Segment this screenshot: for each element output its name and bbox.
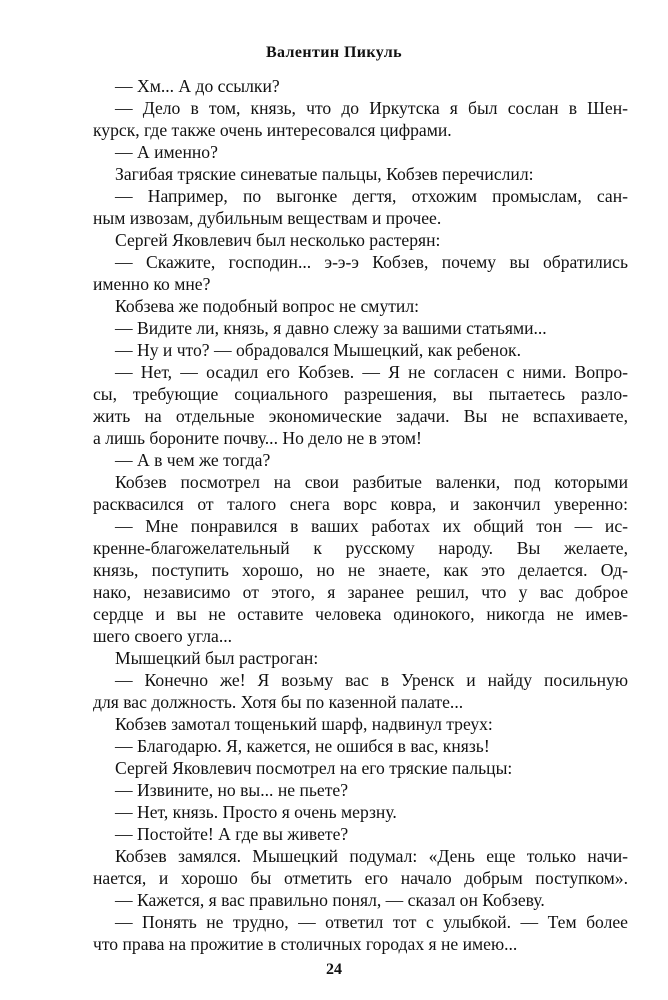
text-line: Кобзев посмотрел на свои разбитые валенки, под которыми — [115, 472, 628, 492]
text-line: Кобзева же подобный вопрос не смутил: — [115, 296, 420, 316]
text-line: нается, и хорошо бы отметить его начало добрым поступком». — [93, 868, 628, 888]
text-line: — Постойте! А где вы живете? — [115, 824, 349, 844]
text-line: — Скажите, господин... э-э-э Кобзев, почему вы обратились — [115, 252, 628, 272]
text-line: — А в чем же тогда? — [115, 450, 271, 470]
text-line: а лишь бороните почву... Но дело не в этом! — [93, 428, 422, 448]
text-line: — Понять не трудно, — ответил тот с улыбкой. — Тем более — [115, 912, 628, 932]
text-line: курск, где также очень интересовался цифрами. — [93, 120, 452, 140]
text-line: — А именно? — [115, 142, 218, 162]
text-line: кренне-благожелательный к русскому народу. Вы желаете, — [93, 538, 628, 558]
text-line: раскваcился от талого снега ворс ковра, и закончил уверенно: — [93, 494, 628, 514]
text-line: — Видите ли, князь, я давно слежу за вашими статьями... — [115, 318, 547, 338]
text-line: нако, независимо от этого, я заранее решил, что у вас доброе — [93, 582, 628, 602]
text-line: Кобзев замотал тощенький шарф, надвинул треух: — [115, 714, 493, 734]
text-line: — Нет, — осадил его Кобзев. — Я не согласен с ними. Вопро- — [115, 362, 628, 382]
text-line: — Благодарю. Я, кажется, не ошибся в вас, князь! — [115, 736, 490, 756]
text-line: — Извините, но вы... не пьете? — [115, 780, 349, 800]
text-line: Сергей Яковлевич был несколько растерян: — [115, 230, 441, 250]
text-line: именно ко мне? — [93, 274, 211, 294]
text-line: Сергей Яковлевич посмотрел на его тряские пальцы: — [115, 758, 513, 778]
text-line: — Хм... А до ссылки? — [115, 76, 280, 96]
text-line: — Нет, князь. Просто я очень мерзну. — [115, 802, 397, 822]
text-line: жить на отдельные экономические задачи. Вы не вспахиваете, — [93, 406, 628, 426]
text-line: — Мне понравился в ваших работах их общий тон — ис- — [115, 516, 628, 536]
text-line: — Ну и что? — обрадовался Мышецкий, как ребенок. — [115, 340, 521, 360]
text-line: сердце и вы не оставите человека одинокого, никогда не имев- — [93, 604, 628, 624]
text-line: для вас должность. Хотя бы по казенной палате... — [93, 692, 464, 712]
text-line: ным извозам, дубильным веществам и прочее. — [93, 208, 442, 228]
text-line: шего своего угла... — [93, 626, 233, 646]
page-number: 24 — [326, 961, 342, 978]
body-text — [93, 75, 628, 955]
text-line: что права на прожитие в столичных городах я не имею... — [93, 934, 518, 954]
text-line: — Конечно же! Я возьму вас в Уренск и найду посильную — [115, 670, 628, 690]
text-line: Мышецкий был растроган: — [115, 648, 319, 668]
text-line: Кобзев замялся. Мышецкий подумал: «День еще только начи- — [115, 846, 628, 866]
text-line: князь, поступить хорошо, но не знаете, как это делается. Од- — [93, 560, 628, 580]
text-line: Загибая тряские синеватые пальцы, Кобзев перечислил: — [115, 164, 534, 184]
text-line: — Например, по выгонке дегтя, отхожим промыслам, сан- — [115, 186, 628, 206]
text-line: — Кажется, я вас правильно понял, — сказал он Кобзеву. — [115, 890, 545, 910]
text-line: сы, требующие социального разрешения, вы пытаетесь разло- — [93, 384, 628, 404]
text-line: — Дело в том, князь, что до Иркутска я был сослан в Шен- — [115, 98, 628, 118]
running-header-author: Валентин Пикуль — [265, 44, 403, 61]
